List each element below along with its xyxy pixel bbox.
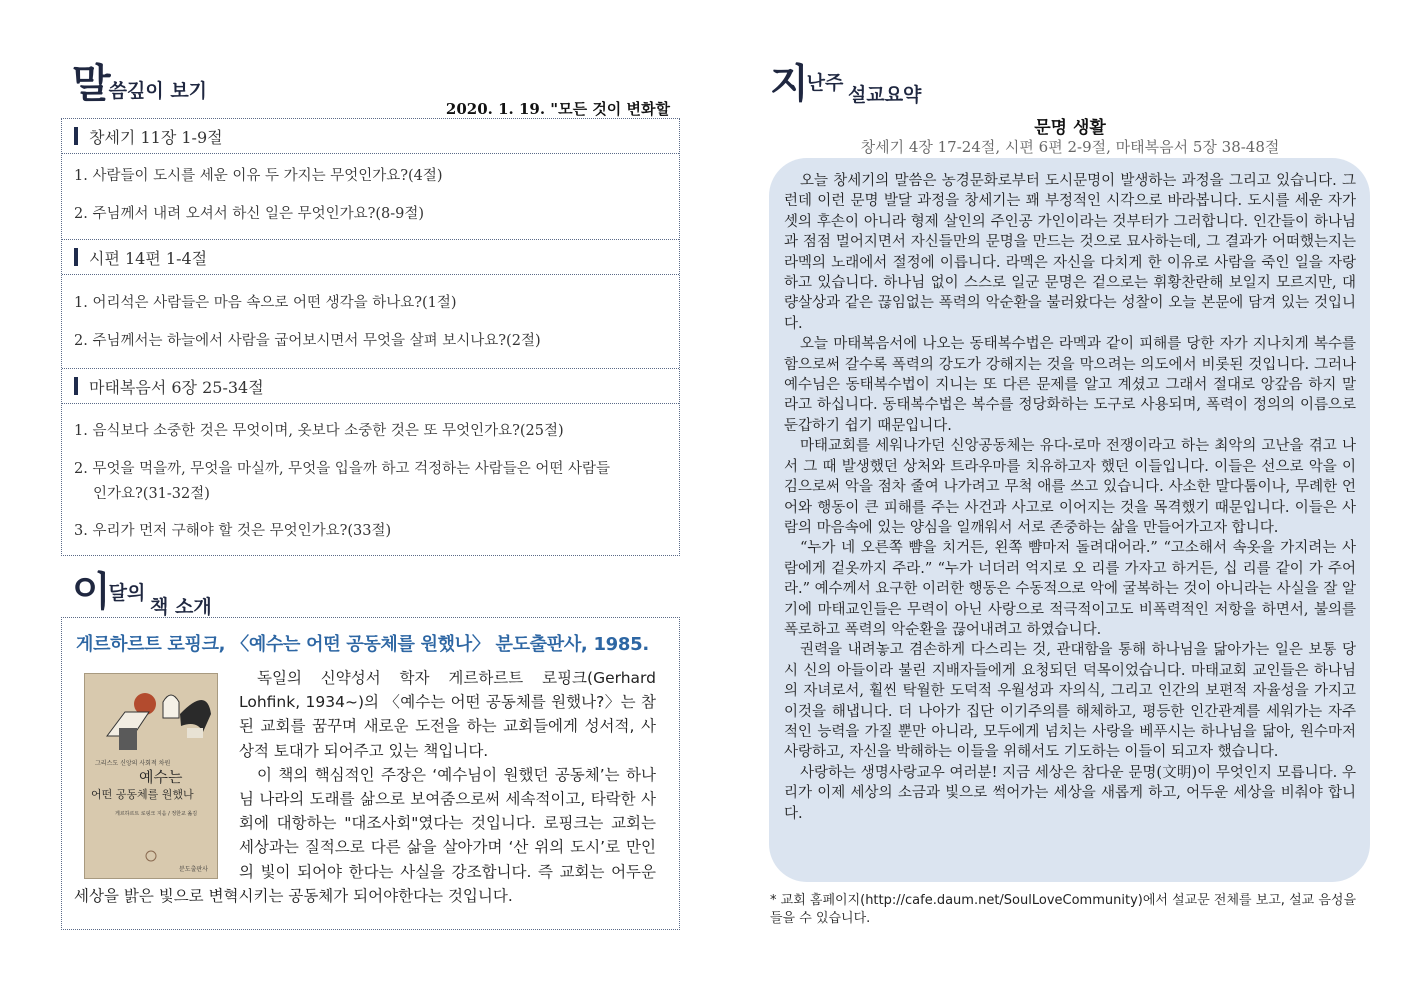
sermon-paragraph: “누가 네 오른쪽 뺨을 치거든, 왼쪽 뺨마저 돌려대어라.” “고소해서 속옷을 가지려는 사람에게 겉옷까지 주라.” “누가 너더러 억지로 오 리를 가자고 하거든, 십 리를 같이 가 주어라.” 예수께서 요구한 이러한 행동은 수동적으로 악에 굴복하는 것이 아니라는 사실을 잘 알기에 마태교인들은 무력이 아닌 사랑으로 적극적이고도 비폭력적인 저항을 하면서, 불의를 폭로하고 폭력의 악순환을 끊어내려고 하였습니다.	[784, 540, 1356, 638]
sermon-paragraph: 마태교회를 세워나가던 신앙공동체는 유다-로마 전쟁이라고 하는 최악의 고난을 겪고 나서 그 때 발생했던 상처와 트라우마를 치유하고자 했던 이들입니다. 이들은 선으로 악을 이김으로써 악을 점차 줄여 나가려고 무척 애를 쓰고 있습니다. 사소한 말다툼이나, 무례한 언어와 행동이 큰 피해를 주는 사건과 사고로 이어지는 것을 목격했기 때문입니다. 이들은 사람의 마음속에 있는 양심을 일깨워서 서로 존중하는 삶을 만들어가고자 합니다.	[784, 438, 1356, 536]
question: 3. 우리가 먼저 구해야 할 것은 무엇인가요?(33절)	[74, 523, 392, 539]
chapter-title: 마태복음서 6장 25-34절	[89, 378, 264, 397]
sermon-paragraph: 오늘 마태복음서에 나오는 동태복수법은 라멕과 같이 피해를 당한 자가 지나치게 복수를 함으로써 갈수록 폭력의 강도가 강해지는 것을 막으려는 의도에서 비롯된 것입니다. 그러나 예수님은 동태복수법이 지니는 또 다른 문제를 알고 계셨고 그래서 절대로 앙갚음 하지 말라고 하십니다. 동태복수법은 복수를 정당화하는 도구로 사용되며, 폭력이 정의의 이름으로 둔갑하기 쉽기 때문입니다.	[784, 336, 1356, 434]
sermon-paragraph: 사랑하는 생명사랑교우 여러분! 지금 세상은 참다운 문명(文明)이 무엇인지 모릅니다. 우리가 이제 세상의 소금과 빛으로 썩어가는 세상을 새롭게 하고, 어두운 세상을 비춰야 합니다.	[784, 764, 1356, 822]
chapter-marker	[74, 377, 78, 395]
question: 1. 사람들이 도시를 세운 이유 두 가지는 무엇인가요?(4절)	[74, 168, 443, 184]
sermon-heading-initial: 지	[770, 61, 807, 107]
book-cover-author: 게르하르트 로핑크 지음 / 정한교 옮김	[115, 811, 198, 817]
footnote-text: 교회 홈페이지(http://cafe.daum.net/SoulLoveCommunity)에서 설교문 전체를 보고, 설교 음성을 들을 수 있습니다.	[770, 893, 1356, 926]
chapter-header	[62, 368, 679, 404]
book-description	[74, 666, 656, 908]
question: 1. 어리석은 사람들은 마음 속으로 어떤 생각을 하나요?(1절)	[74, 295, 457, 311]
sermon-heading-rest: 설교요약	[848, 84, 922, 106]
chapter-header	[62, 239, 679, 275]
sermon-paragraph: 오늘 창세기의 말씀은 농경문화로부터 도시문명이 발생하는 과정을 그리고 있습니다. 그런데 이런 문명 발달 과정을 창세기는 꽤 부정적인 시각으로 바라봅니다. 도시를 세운 자가 셋의 후손이 아니라 형제 살인의 주인공 가인이라는 것부터가 그러합니다. 인간들이 하나님과 점점 멀어지면서 자신들만의 문명을 만드는 것으로 묘사하는데, 그 결과가 어떠했는지는 라멕의 노래에서 절정에 이릅니다. 라멕은 자신을 다치게 한 이유로 사람을 죽인 일을 자랑하고 있습니다. 하나님 없이 스스로 일군 문명은 겉으로는 휘황찬란해 보일지 모르지만, 대량살상과 같은 끊임없는 폭력의 악순환을 불러왔다는 성찰이 오늘 본문에 담겨 있는 것입니다.	[784, 173, 1356, 332]
chapter-marker	[74, 248, 78, 266]
sermon-title: 문명 생활	[1034, 118, 1106, 138]
chapter-header	[62, 119, 679, 154]
book-heading-mid: 달의	[108, 582, 146, 604]
chapter-marker	[74, 127, 78, 145]
sermon-heading-mid: 난주	[806, 72, 844, 94]
book-title: 게르하르트 로핑크, 〈예수는 어떤 공동체를 원했나〉 분도출판사, 1985.	[76, 634, 649, 655]
book-paragraph: 이 책의 핵심적인 주장은 ‘예수님이 원했던 공동체’는 하나님 나라의 도래를 삶으로 보여줌으로써 세속적이고, 타락한 사회에 대항하는 "대조사회"였다는 것입니다. 로핑크는 교회는 세상과는 질적으로 다른 삶을 살아가며 ‘산 위의 도시’로 만인의 빛이 되어야 한다는 사실을 강조합니다. 즉 교회는 어두운 세상을 밝은 빛으로 변혁시키는 공동체가 되어야한다는 것입니다.	[74, 765, 656, 905]
question: 2. 주님께서 내려 오셔서 하신 일은 무엇인가요?(8-9절)	[74, 206, 425, 222]
chapter-title: 창세기 11장 1-9절	[89, 128, 223, 147]
sermon-scripture-reference: 창세기 4장 17-24절, 시편 6편 2-9절, 마태복음서 5장 38-48절	[860, 138, 1280, 156]
sermon-summary-text	[784, 171, 1356, 824]
question: 1. 음식보다 소중한 것은 무엇이며, 옷보다 소중한 것은 또 무엇인가요?(25절)	[74, 423, 564, 439]
book-cover-publisher: 분도출판사	[179, 866, 208, 873]
book-intro-box	[61, 617, 680, 930]
book-cover-title-2: 어떤 공동체를 원했나	[91, 788, 194, 801]
sermon-paragraph: 권력을 내려놓고 겸손하게 다스리는 것, 관대함을 통해 하나님을 닮아가는 일은 보통 당시 신의 아들이라 불린 지배자들에게 요청되던 덕목이었습니다. 마태교회 교인들은 하나님의 자녀로서, 훨씬 탁월한 도덕적 우월성과 자의식, 그리고 인간의 보편적 자율성을 가지고 이것을 해냅니다. 더 나아가 집단 이기주의를 해체하고, 평등한 인간관계를 세워가는 자주적인 능력을 가질 뿐만 아니라, 모두에게 넘치는 사랑을 베푸시는 하나님을 닮아, 원수마저 사랑하고, 자신을 박해하는 이들을 위해서도 기도하는 이들이 되고자 했습니다.	[784, 642, 1356, 761]
book-heading-initial: 이	[72, 569, 109, 615]
word-heading-rest: 씀깊이 보기	[108, 80, 208, 102]
chapter-title: 시편 14편 1-4절	[89, 249, 208, 268]
question: 2. 주님께서는 하늘에서 사람을 굽어보시면서 무엇을 살펴 보시나요?(2절)	[74, 333, 541, 349]
book-cover-subtitle: 그리스도 신앙의 사회적 차원	[95, 760, 171, 767]
book-heading-rest: 책 소개	[150, 596, 212, 618]
book-heading	[72, 560, 272, 618]
sermon-heading	[770, 52, 990, 112]
word-heading	[72, 52, 207, 109]
footnote	[770, 892, 1368, 928]
scripture-questions-box	[61, 118, 680, 556]
word-heading-initial: 말	[72, 61, 109, 107]
question: 인가요?(31-32절)	[93, 486, 210, 502]
question: 2. 무엇을 먹을까, 무엇을 마실까, 무엇을 입을까 하고 걱정하는 사람들은 어떤 사람들	[74, 461, 610, 477]
book-cover-title-1: 예수는	[139, 768, 183, 786]
book-paragraph: 독일의 신약성서 학자 게르하르트 로핑크(Gerhard Lohfink, 1934~)의 〈예수는 어떤 공동체를 원했나?〉는 참된 교회를 꿈꾸며 새로운 도전을 하는 교회들에게 성서적, 사상적 토대가 되어주고 있는 책입니다.	[239, 669, 656, 760]
date-line: 2020. 1. 19. "모든 것이 변화할	[445, 100, 670, 118]
footnote-mark: *	[770, 893, 777, 908]
